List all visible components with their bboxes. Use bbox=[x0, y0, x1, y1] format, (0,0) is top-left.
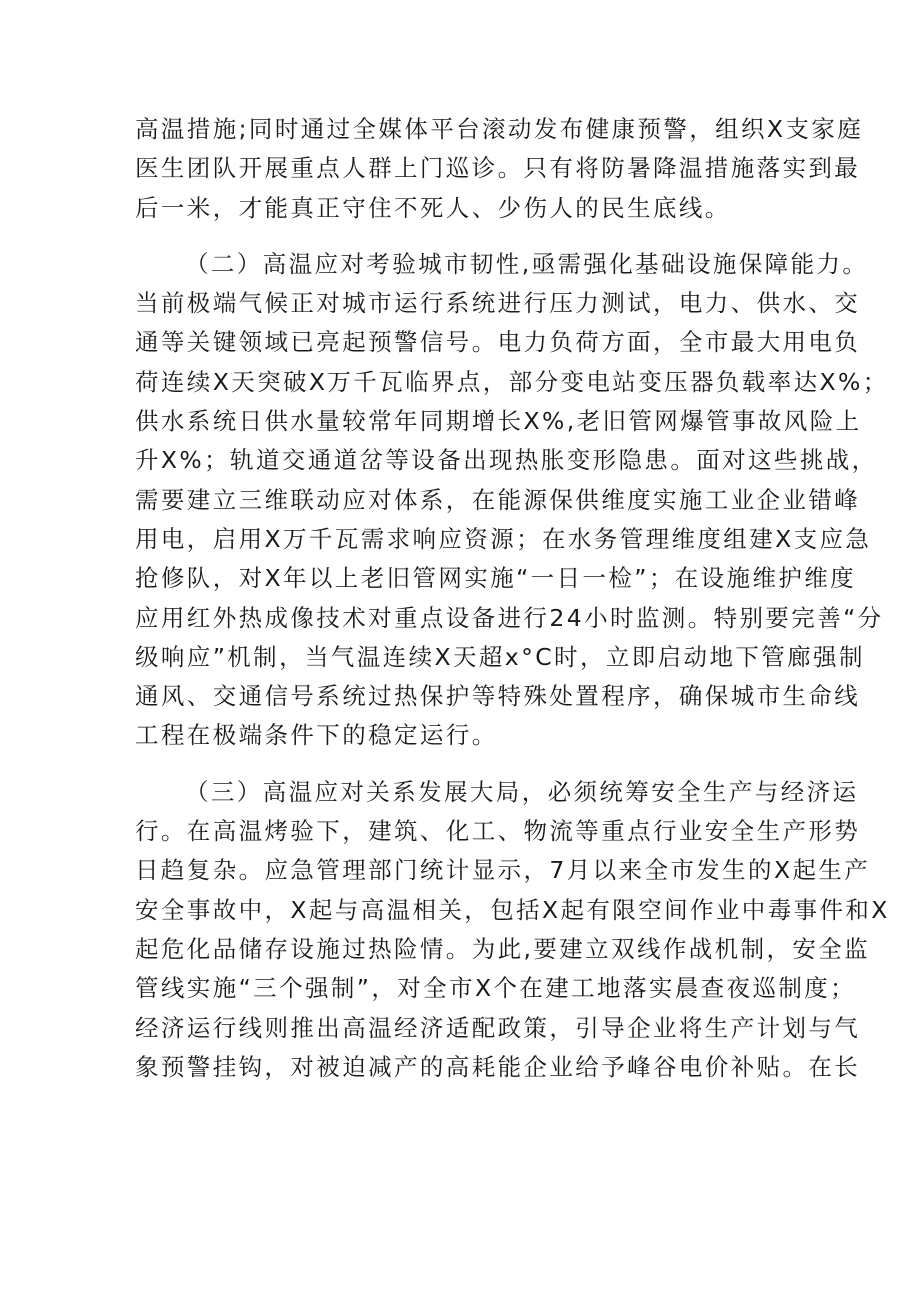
text-line: 医生团队开展重点人群上门巡诊。只有将防暑降温措施落实到最 bbox=[135, 154, 861, 183]
paragraph-section-two bbox=[135, 245, 889, 756]
text-line: 管线实施“三个强制”，对全市X个在建工地落实晨查夜巡制度； bbox=[135, 974, 857, 1003]
text-line: 升X%；轨道交通道岔等设备出现热胀变形隐患。面对这些挑战， bbox=[135, 446, 878, 475]
text-line: 应用红外热成像技术对重点设备进行24小时监测。特别要完善“分 bbox=[135, 603, 884, 632]
text-line: 起危化品储存设施过热险情。为此,要建立双线作战机制，安全监 bbox=[135, 934, 871, 963]
text-line: 日趋复杂。应急管理部门统计显示，7月以来全市发生的X起生产 bbox=[135, 856, 871, 885]
text-line: 工程在极端条件下的稳定运行。 bbox=[135, 721, 498, 750]
text-line: 通等关键领域已亮起预警信号。电力负荷方面，全市最大用电负 bbox=[135, 328, 861, 357]
text-line: 安全事故中，X起与高温相关，包括X起有限空间作业中毒事件和X bbox=[135, 895, 890, 924]
text-line: 供水系统日供水量较常年同期增长X%,老旧管网爆管事故风险上 bbox=[135, 407, 862, 436]
text-line: 荷连续X天突破X万千瓦临界点，部分变电站变压器负载率达X%； bbox=[135, 367, 889, 396]
text-line: 经济运行线则推出高温经济适配政策，引导企业将生产计划与气 bbox=[135, 1013, 861, 1042]
text-line: 用电，启用X万千瓦需求响应资源；在水务管理维度组建X支应急 bbox=[135, 524, 872, 553]
text-line: 行。在高温烤验下，建筑、化工、物流等重点行业安全生产形势 bbox=[135, 817, 861, 846]
section-heading-line: （二）高温应对考验城市韧性,亟需强化基础设施保障能力。 bbox=[185, 249, 869, 278]
text-line: 当前极端气候正对城市运行系统进行压力测试，电力、供水、交 bbox=[135, 289, 861, 318]
text-line: 需要建立三维联动应对体系，在能源保供维度实施工业企业错峰 bbox=[135, 485, 861, 514]
section-heading-line: （三）高温应对关系发展大局，必须统筹安全生产与经济运 bbox=[185, 777, 859, 806]
text-line: 通风、交通信号系统过热保护等特殊处置程序，确保城市生命线 bbox=[135, 682, 861, 711]
text-line: 象预警挂钩，对被迫减产的高耗能企业给予峰谷电价补贴。在长 bbox=[135, 1052, 861, 1081]
text-line: 高温措施;同时通过全媒体平台滚动发布健康预警，组织X支家庭 bbox=[135, 115, 864, 143]
paragraph-continuation bbox=[135, 110, 864, 228]
text-line: 级响应”机制，当气温连续X天超x°C时，立即启动地下管廊强制 bbox=[135, 642, 865, 671]
paragraph-section-three bbox=[135, 773, 890, 1087]
document-body bbox=[135, 110, 890, 1087]
text-line: 抢修队，对X年以上老旧管网实施“一日一检”；在设施维护维度 bbox=[135, 564, 857, 593]
text-line: 后一米，才能真正守住不死人、少伤人的民生底线。 bbox=[135, 193, 731, 222]
